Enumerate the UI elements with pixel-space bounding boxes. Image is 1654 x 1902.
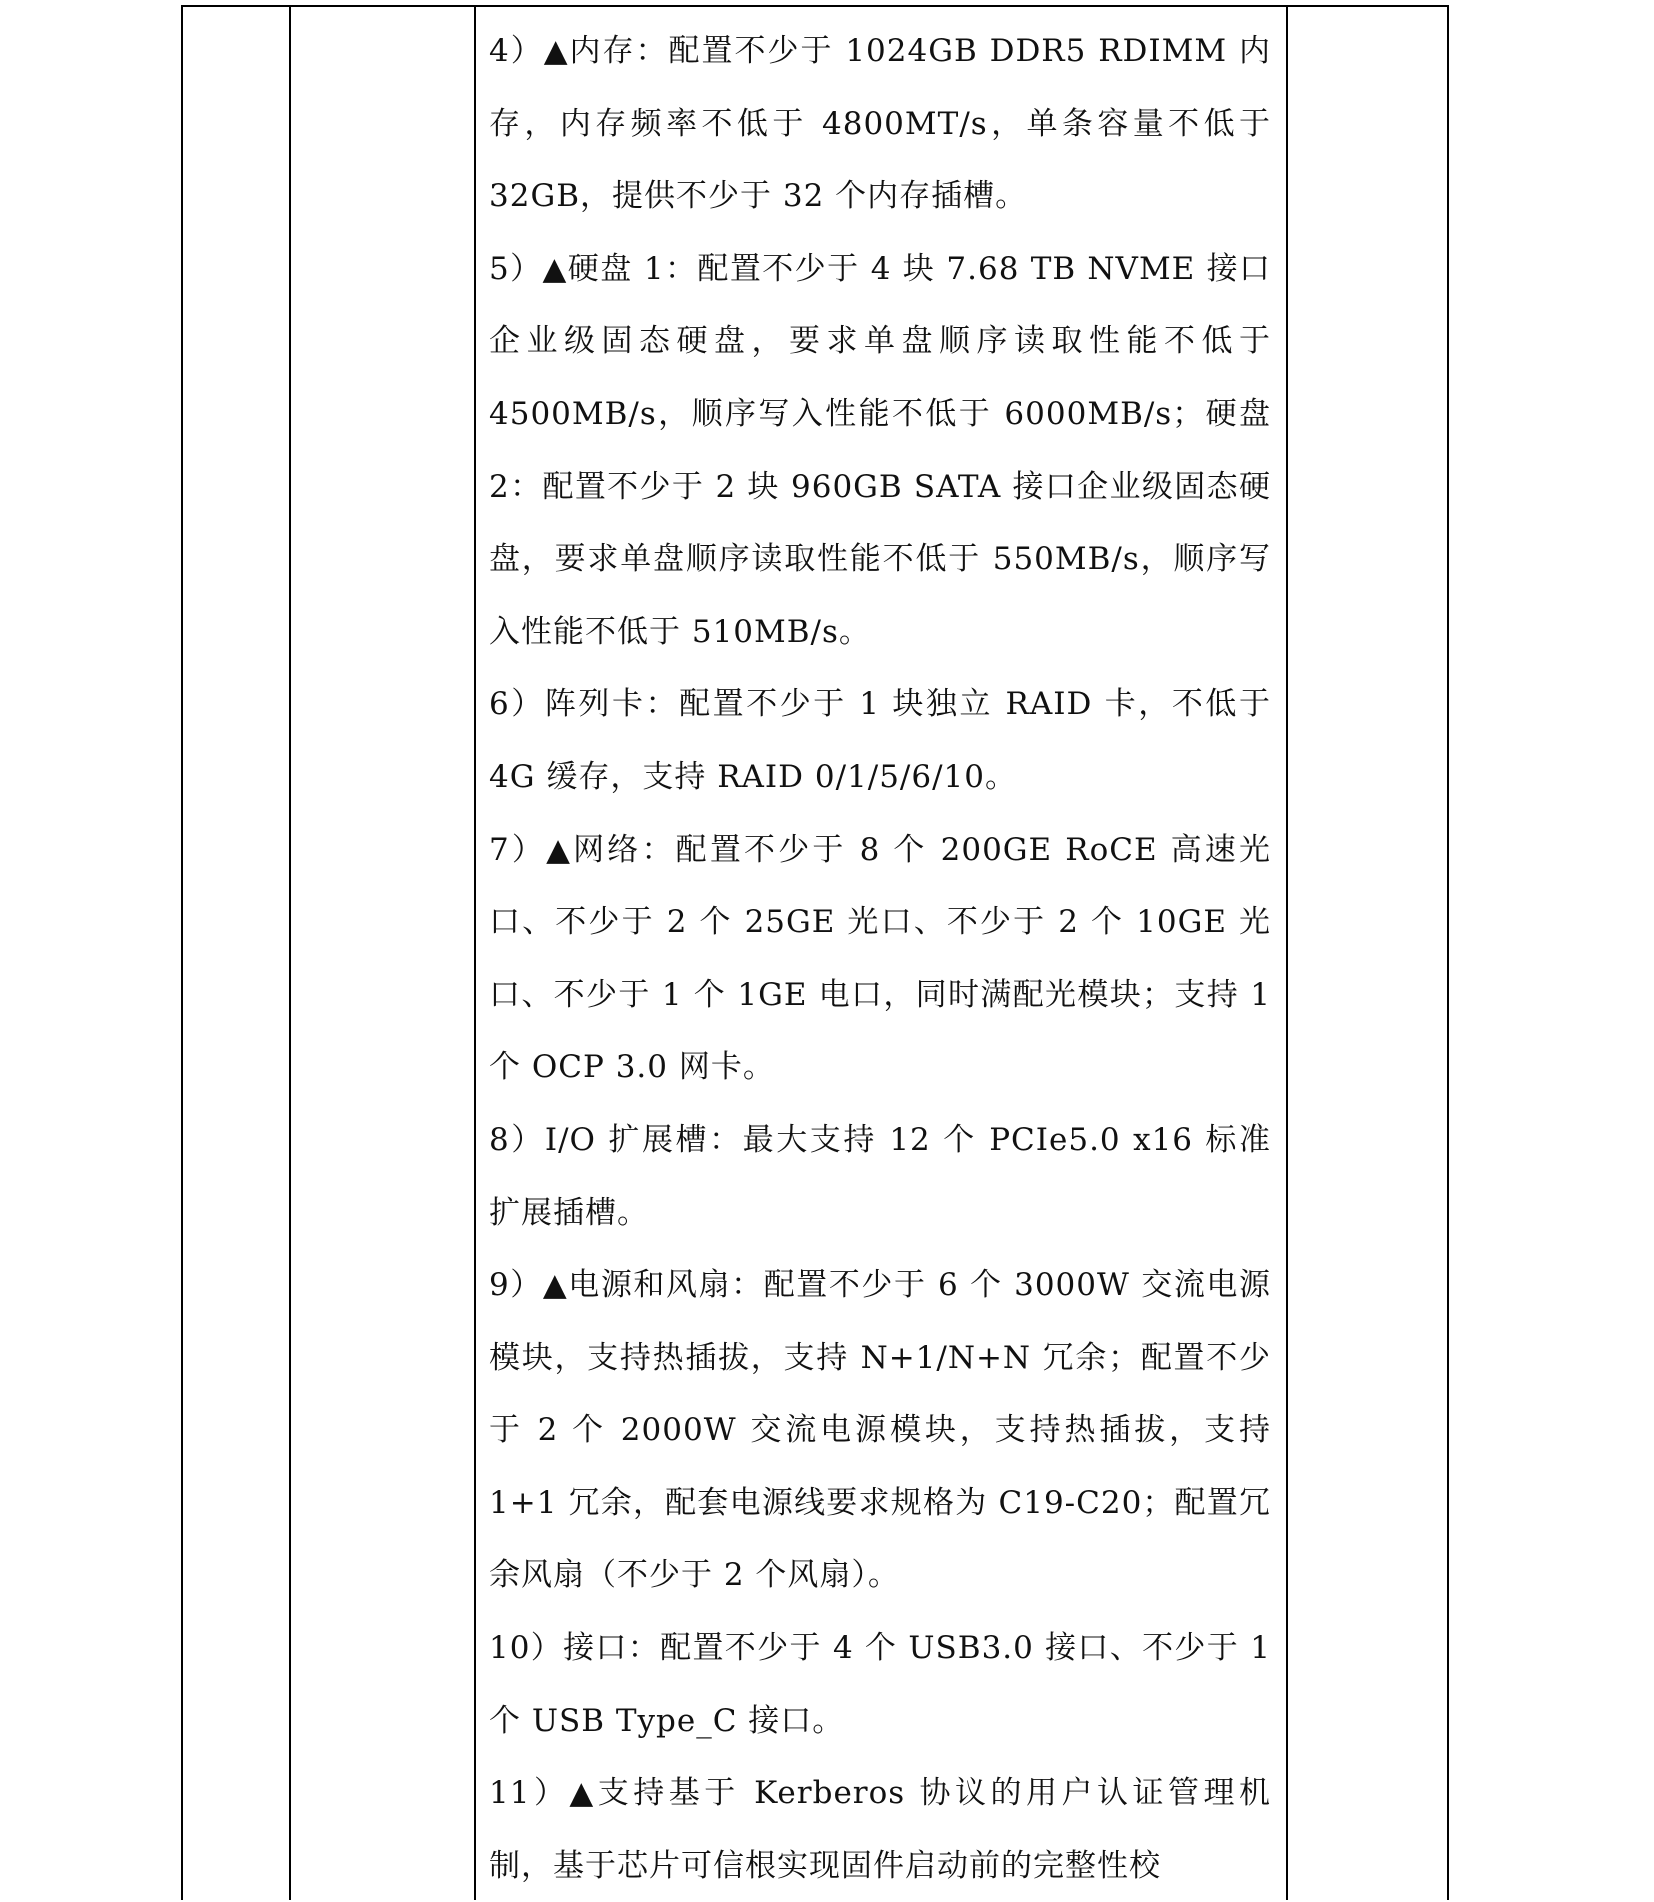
spec-item-io-slots: 8）I/O 扩展槽：最大支持 12 个 PCIe5.0 x16 标准扩展插槽。 — [489, 1121, 1271, 1231]
column-divider — [474, 7, 476, 1900]
spec-item-raid: 6）阵列卡：配置不少于 1 块独立 RAID 卡，不低于 4G 缓存，支持 RAID 0/1/5/6/10。 — [489, 686, 1271, 795]
spec-item-disk: 5）▲硬盘 1：配置不少于 4 块 7.68 TB NVME 接口企业级固态硬盘，要求单盘顺序读取性能不低于 4500MB/s，顺序写入性能不低于 6000MB/s；硬盘 2：配置不少于 2 块 960GB SATA 接口企业级固态硬盘，要求单盘顺序读取性能不低于 550MB/s，顺序写入性能不低于 510MB/s。 — [489, 250, 1271, 650]
column-divider — [289, 7, 291, 1900]
spec-item-network: 7）▲网络：配置不少于 8 个 200GE RoCE 高速光口、不少于 2 个 25GE 光口、不少于 2 个 10GE 光口、不少于 1 个 1GE 电口，同时满配光模块；支持 1 个 OCP 3.0 网卡。 — [489, 831, 1271, 1086]
spec-cell — [489, 15, 1271, 1902]
spec-table — [181, 5, 1449, 1900]
spec-item-security: 11）▲支持基于 Kerberos 协议的用户认证管理机制，基于芯片可信根实现固件启动前的完整性校 — [489, 1775, 1271, 1884]
spec-item-memory: 4）▲内存：配置不少于 1024GB DDR5 RDIMM 内存，内存频率不低于 4800MT/s，单条容量不低于 32GB，提供不少于 32 个内存插槽。 — [489, 33, 1271, 215]
spec-item-power-fan: 9）▲电源和风扇：配置不少于 6 个 3000W 交流电源模块，支持热插拔，支持 N+1/N+N 冗余；配置不少于 2 个 2000W 交流电源模块，支持热插拔，支持 1+1 冗余，配套电源线要求规格为 C19-C20；配置冗余风扇（不少于 2 个风扇）。 — [489, 1267, 1271, 1594]
spec-item-interfaces: 10）接口：配置不少于 4 个 USB3.0 接口、不少于 1 个 USB Type_C 接口。 — [489, 1630, 1271, 1739]
column-divider — [1286, 7, 1288, 1900]
